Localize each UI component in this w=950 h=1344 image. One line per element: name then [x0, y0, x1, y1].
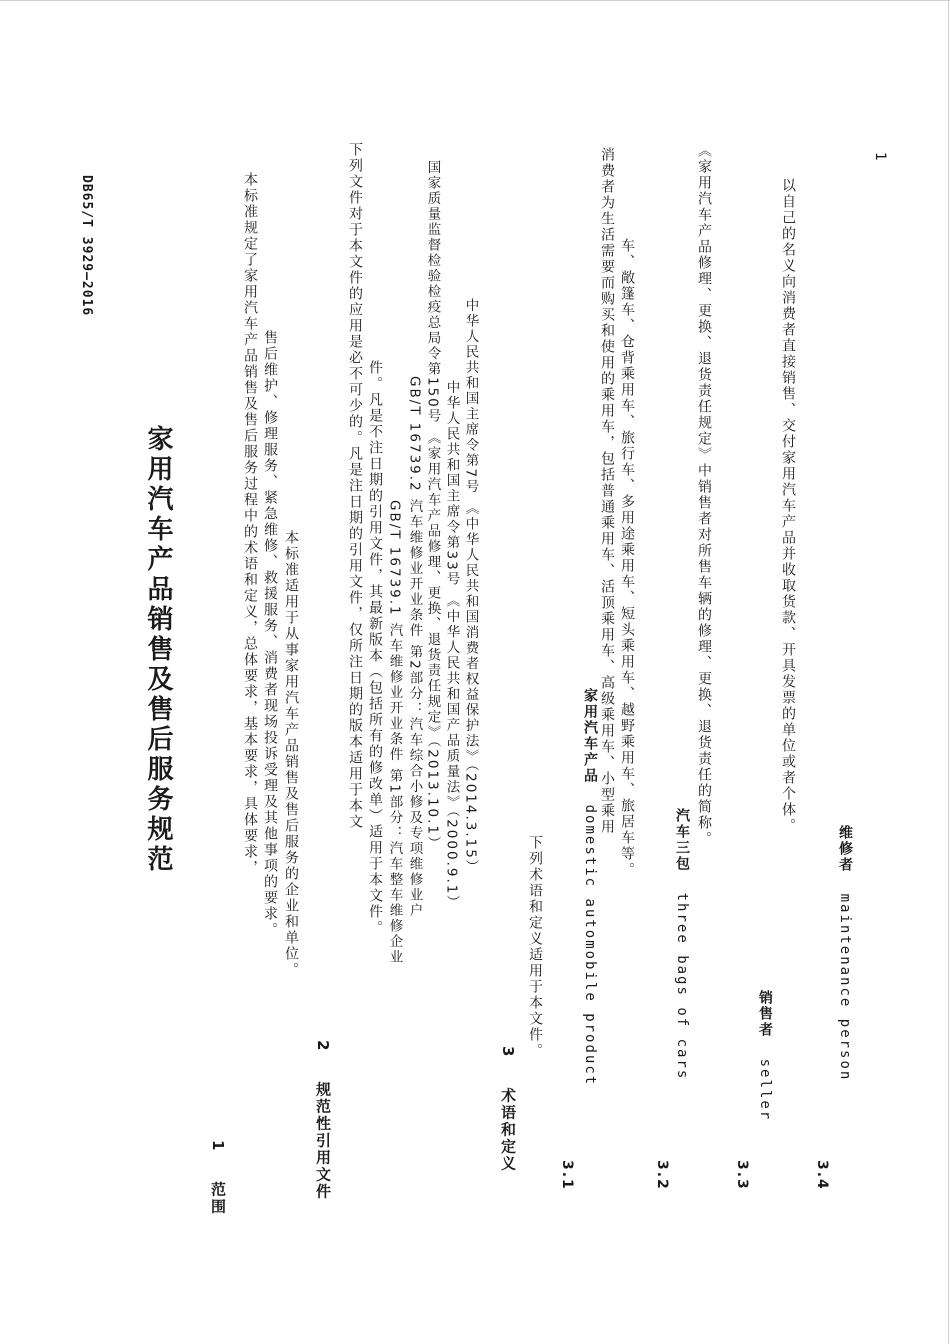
term-number: 3.4	[814, 1160, 830, 1191]
term-english: seller	[757, 1058, 773, 1122]
term-name: 家用汽车产品	[582, 688, 598, 784]
term-name: 汽车三包	[674, 808, 690, 872]
section-number: 1	[209, 1140, 227, 1153]
section-title: 规范性引用文件	[314, 1081, 332, 1201]
term-definition: 以自己的名义向消费者直接销售、交付家用汽车产品并收取货款、开具发票的单位或者个体。	[780, 178, 796, 834]
term-definition: 《家用汽车产品修理、更换、退货责任规定》中销售者对所售车辆的修理、更换、退货责任的简称。	[696, 143, 712, 847]
doc-title: 家用汽车产品销售及售后服务规范	[143, 425, 173, 875]
term-definition: 消费者为生活需要而购买和使用的乘用车，包括普通乘用车、活顶乘用车、高级乘用车、小型乘用	[599, 147, 615, 835]
normative-ref-3: 国家质量监督检验检疫总局令第150号 《家用汽车产品修理、更换、退货责任规定》（2013.10.1）	[424, 160, 441, 852]
normative-ref-5: 中华人民共和国主席令第7号 《中华人民共和国消费者权益保护法》（2014.3.15）	[462, 298, 479, 876]
scope-paragraph-1: 本标准规定了家用汽车产品销售及售后服务过程中的术语和定义，总体要求，基本要求，具体要求，	[242, 172, 258, 876]
scope-paragraph-1-cont: 售后维护、修理服务、紧急维修、救援服务、消费者现场投诉受理及其他事项的要求。	[262, 330, 278, 938]
term-english: maintenance person	[837, 893, 853, 1082]
section-2-heading	[315, 1040, 330, 1200]
section-number: 2	[314, 1040, 332, 1053]
section-title: 术语和定义	[499, 1087, 517, 1173]
term-number: 3.3	[734, 1160, 750, 1191]
term-definition-cont: 车、敞篷车、仓背乘用车、旅行车、多用途乘用车、短头乘用车、越野乘用车、旅居车等。	[619, 238, 635, 878]
section-number: 3	[499, 1046, 517, 1059]
term-heading	[838, 825, 852, 1081]
term-heading	[758, 990, 772, 1121]
normative-paragraph-1: 下列文件对于本文件的应用是必不可少的。凡是注日期的引用文件，仅所注日期的版本适用于本文	[347, 142, 363, 830]
term-name: 维修者	[837, 825, 853, 873]
normative-ref-1: GB/T 16739.1 汽车维修业开业条件 第1部分：汽车整车维修企业	[386, 500, 403, 966]
term-heading	[675, 808, 689, 1080]
normative-ref-4: 中华人民共和国主席令第33号 《中华人民共和国产品质量法》（2000.9.1）	[443, 380, 460, 911]
term-english: three bags of cars	[674, 892, 690, 1081]
doc-code: DB65/T 3929—2016	[79, 175, 94, 317]
normative-paragraph-1-cont: 件。凡是不注日期的引用文件，其最新版本（包括所有的修改单）适用于本文件。	[367, 360, 383, 936]
term-english: domestic automobile product	[582, 804, 598, 1087]
scan-edge-top	[0, 0, 950, 1]
scope-paragraph-2: 本标准适用于从事家用汽车产品销售及售后服务的企业和单位。	[283, 530, 299, 978]
term-name: 销售者	[757, 990, 773, 1038]
section-title: 范围	[209, 1181, 227, 1216]
term-number: 3.1	[559, 1160, 575, 1191]
section-1-heading	[210, 1140, 225, 1215]
page-number: 1	[872, 152, 888, 163]
term-heading	[583, 688, 597, 1086]
term-number: 3.2	[654, 1160, 670, 1191]
normative-ref-2: GB/T 16739.2 汽车维修业开业条件 第2部分：汽车综合小修及专项维修业户	[406, 376, 423, 919]
section-3-heading	[500, 1046, 515, 1172]
terms-intro: 下列术语和定义适用于本文件。	[527, 835, 543, 1059]
scan-edge-right	[948, 0, 949, 1344]
